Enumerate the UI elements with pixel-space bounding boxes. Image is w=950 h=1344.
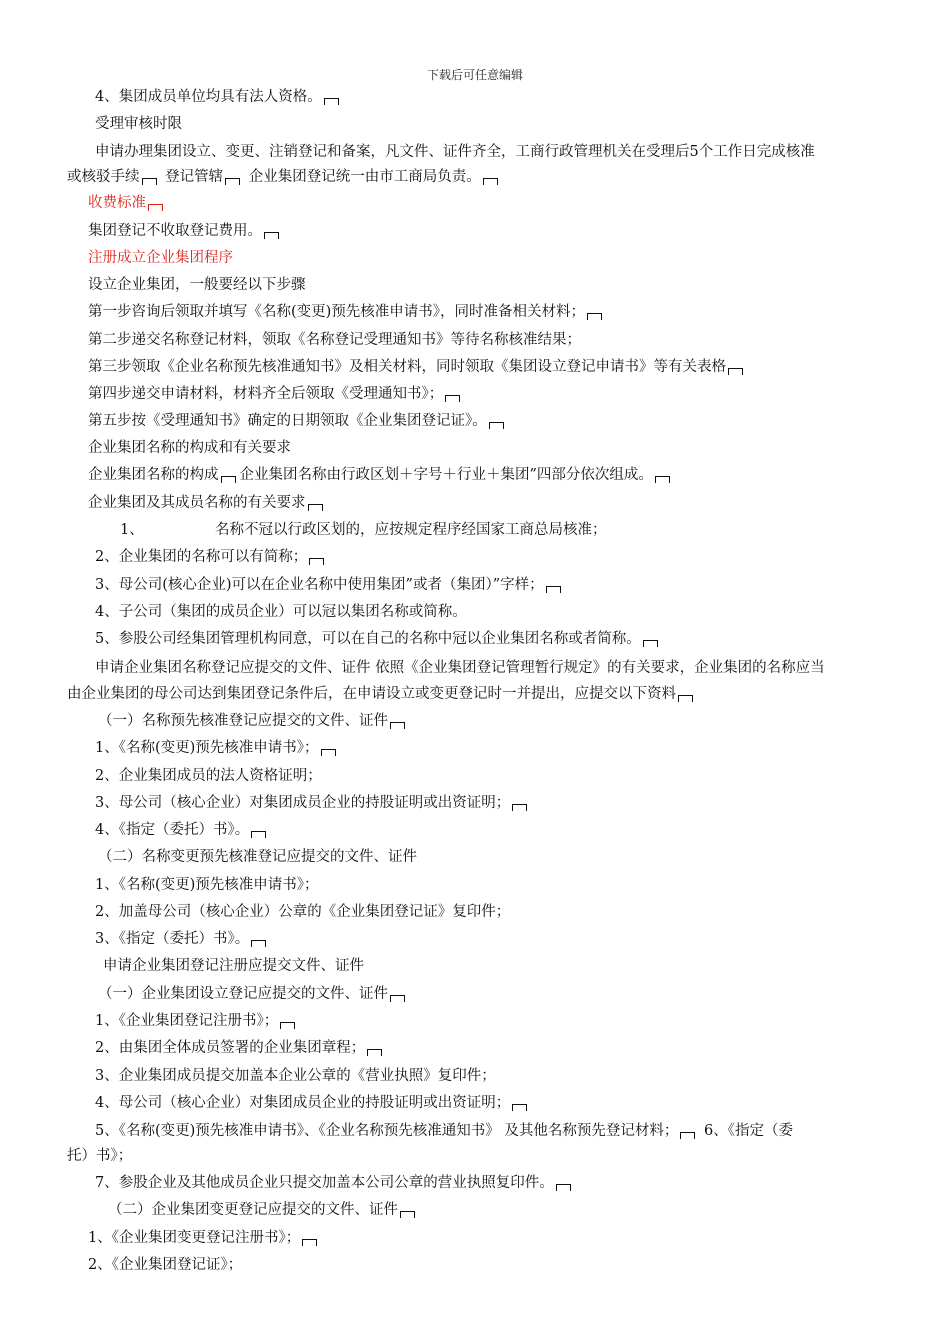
text-line: 申请企业集团名称登记应提交的文件、证件 依照《企业集团登记管理暂行规定》的有关要求，企业集团的名称应当 <box>95 660 825 676</box>
text-line: 1、《名称(变更)预先核准申请书》； <box>95 877 319 893</box>
text-line: 第四步递交申请材料，材料齐全后领取《受理通知书》； <box>88 384 464 404</box>
paragraph-mark-icon <box>390 995 405 1002</box>
text-line: 4、子公司（集团的成员企业）可以冠以集团名称或简称。 <box>95 604 467 620</box>
text-line: 2、企业集团成员的法人资格证明； <box>95 768 322 784</box>
paragraph-mark-icon <box>251 940 266 947</box>
paragraph-mark-icon <box>512 1104 527 1111</box>
text-line: （二）名称变更预先核准登记应提交的文件、证件 <box>98 849 417 865</box>
paragraph-mark-icon <box>556 1184 571 1191</box>
section-heading: 收费标准 <box>88 193 167 213</box>
text-line: 托）书》； <box>67 1148 133 1164</box>
paragraph-mark-icon <box>221 476 236 483</box>
page-header: 下载后可任意编辑 <box>426 68 523 82</box>
paragraph-mark-icon <box>655 476 670 483</box>
text-line: 3、《指定（委托）书》。 <box>95 929 270 949</box>
paragraph-mark-icon <box>587 313 602 320</box>
text-line: 第一步咨询后领取并填写《名称(变更)预先核准申请书》，同时准备相关材料； <box>88 302 606 322</box>
text-line: （二）企业集团变更登记应提交的文件、证件 <box>108 1200 419 1220</box>
text-line: 5、《名称(变更)预先核准申请书》、《企业名称预先核准通知书》 及其他名称预先登记材料； 6、《指定（委 <box>95 1123 793 1139</box>
text-line: 2、企业集团的名称可以有简称； <box>95 547 328 567</box>
text-line: 4、母公司（核心企业）对集团成员企业的持股证明或出资证明； <box>95 1093 531 1113</box>
paragraph-mark-icon <box>148 204 163 211</box>
text-line: 3、企业集团成员提交加盖本企业公章的《营业执照》复印件； <box>95 1068 496 1084</box>
paragraph-mark-icon <box>489 422 504 429</box>
paragraph-mark-icon <box>483 178 498 185</box>
text-line: 由企业集团的母公司达到集团登记条件后，在申请设立或变更登记时一并提出，应提交以下资料 <box>67 684 697 704</box>
text-line: 企业集团及其成员名称的有关要求 <box>88 493 327 513</box>
text-line: 集团登记不收取登记费用。 <box>88 221 283 241</box>
text-line: 4、集团成员单位均具有法人资格。 <box>95 87 343 107</box>
paragraph-mark-icon <box>643 640 658 647</box>
paragraph-mark-icon <box>512 804 527 811</box>
text-line: 1、 <box>120 522 144 538</box>
text-line: 3、母公司(核心企业)可以在企业名称中使用集团”或者（集团）”字样； <box>95 575 565 595</box>
text-line: （一）企业集团设立登记应提交的文件、证件 <box>98 984 409 1004</box>
text-line: 5、参股公司经集团管理机构同意，可以在自己的名称中冠以企业集团名称或者简称。 <box>95 629 662 649</box>
text-line: 或核驳手续 登记管辖 企业集团登记统一由市工商局负责。 <box>67 167 502 187</box>
text-line: 企业集团名称的构成和有关要求 <box>88 440 291 456</box>
text-line: 2、加盖母公司（核心企业）公章的《企业集团登记证》复印件； <box>95 904 511 920</box>
text-line: 7、参股企业及其他成员企业只提交加盖本公司公章的营业执照复印件。 <box>95 1173 575 1193</box>
text-line: 申请企业集团登记注册应提交文件、证件 <box>103 958 364 974</box>
text-line: 2、《企业集团登记证》； <box>88 1257 243 1273</box>
paragraph-mark-icon <box>308 504 323 511</box>
text-line: 第三步领取《企业名称预先核准通知书》及相关材料，同时领取《集团设立登记申请书》等有关表格 <box>88 357 747 377</box>
text-line: 3、母公司（核心企业）对集团成员企业的持股证明或出资证明； <box>95 793 531 813</box>
text-line: 4、《指定（委托）书》。 <box>95 820 270 840</box>
paragraph-mark-icon <box>251 831 266 838</box>
paragraph-mark-icon <box>324 98 339 105</box>
text-line: 1、《名称(变更)预先核准申请书》； <box>95 738 340 758</box>
section-heading: 注册成立企业集团程序 <box>88 250 233 266</box>
paragraph-mark-icon <box>367 1049 382 1056</box>
text-line: 1、《企业集团变更登记注册书》； <box>88 1228 321 1248</box>
paragraph-mark-icon <box>390 722 405 729</box>
paragraph-mark-icon <box>678 695 693 702</box>
paragraph-mark-icon <box>321 749 336 756</box>
text-line: 企业集团名称的构成 企业集团名称由行政区划＋字号＋行业＋集团”四部分依次组成。 <box>88 465 674 485</box>
paragraph-mark-icon <box>546 586 561 593</box>
text-line: 1、《企业集团登记注册书》； <box>95 1011 299 1031</box>
text-line: 2、由集团全体成员签署的企业集团章程； <box>95 1038 386 1058</box>
paragraph-mark-icon <box>280 1022 295 1029</box>
paragraph-mark-icon <box>264 232 279 239</box>
paragraph-mark-icon <box>302 1239 317 1246</box>
paragraph-mark-icon <box>728 368 743 375</box>
paragraph-mark-icon <box>445 395 460 402</box>
text-line: 申请办理集团设立、变更、注销登记和备案，凡文件、证件齐全，工商行政管理机关在受理后5个工作日完成核准 <box>95 144 815 160</box>
text-line: （一）名称预先核准登记应提交的文件、证件 <box>98 711 409 731</box>
text-line: 名称不冠以行政区划的，应按规定程序经国家工商总局核准； <box>215 522 607 538</box>
paragraph-mark-icon <box>400 1211 415 1218</box>
paragraph-mark-icon <box>680 1132 695 1139</box>
paragraph-mark-icon <box>142 178 157 185</box>
text-line: 第五步按《受理通知书》确定的日期领取《企业集团登记证》。 <box>88 411 508 431</box>
paragraph-mark-icon <box>309 558 324 565</box>
paragraph-mark-icon <box>225 178 240 185</box>
text-line: 受理审核时限 <box>95 116 182 132</box>
text-line: 第二步递交名称登记材料，领取《名称登记受理通知书》等待名称核准结果； <box>88 332 581 348</box>
text-line: 设立企业集团，一般要经以下步骤 <box>88 277 306 293</box>
